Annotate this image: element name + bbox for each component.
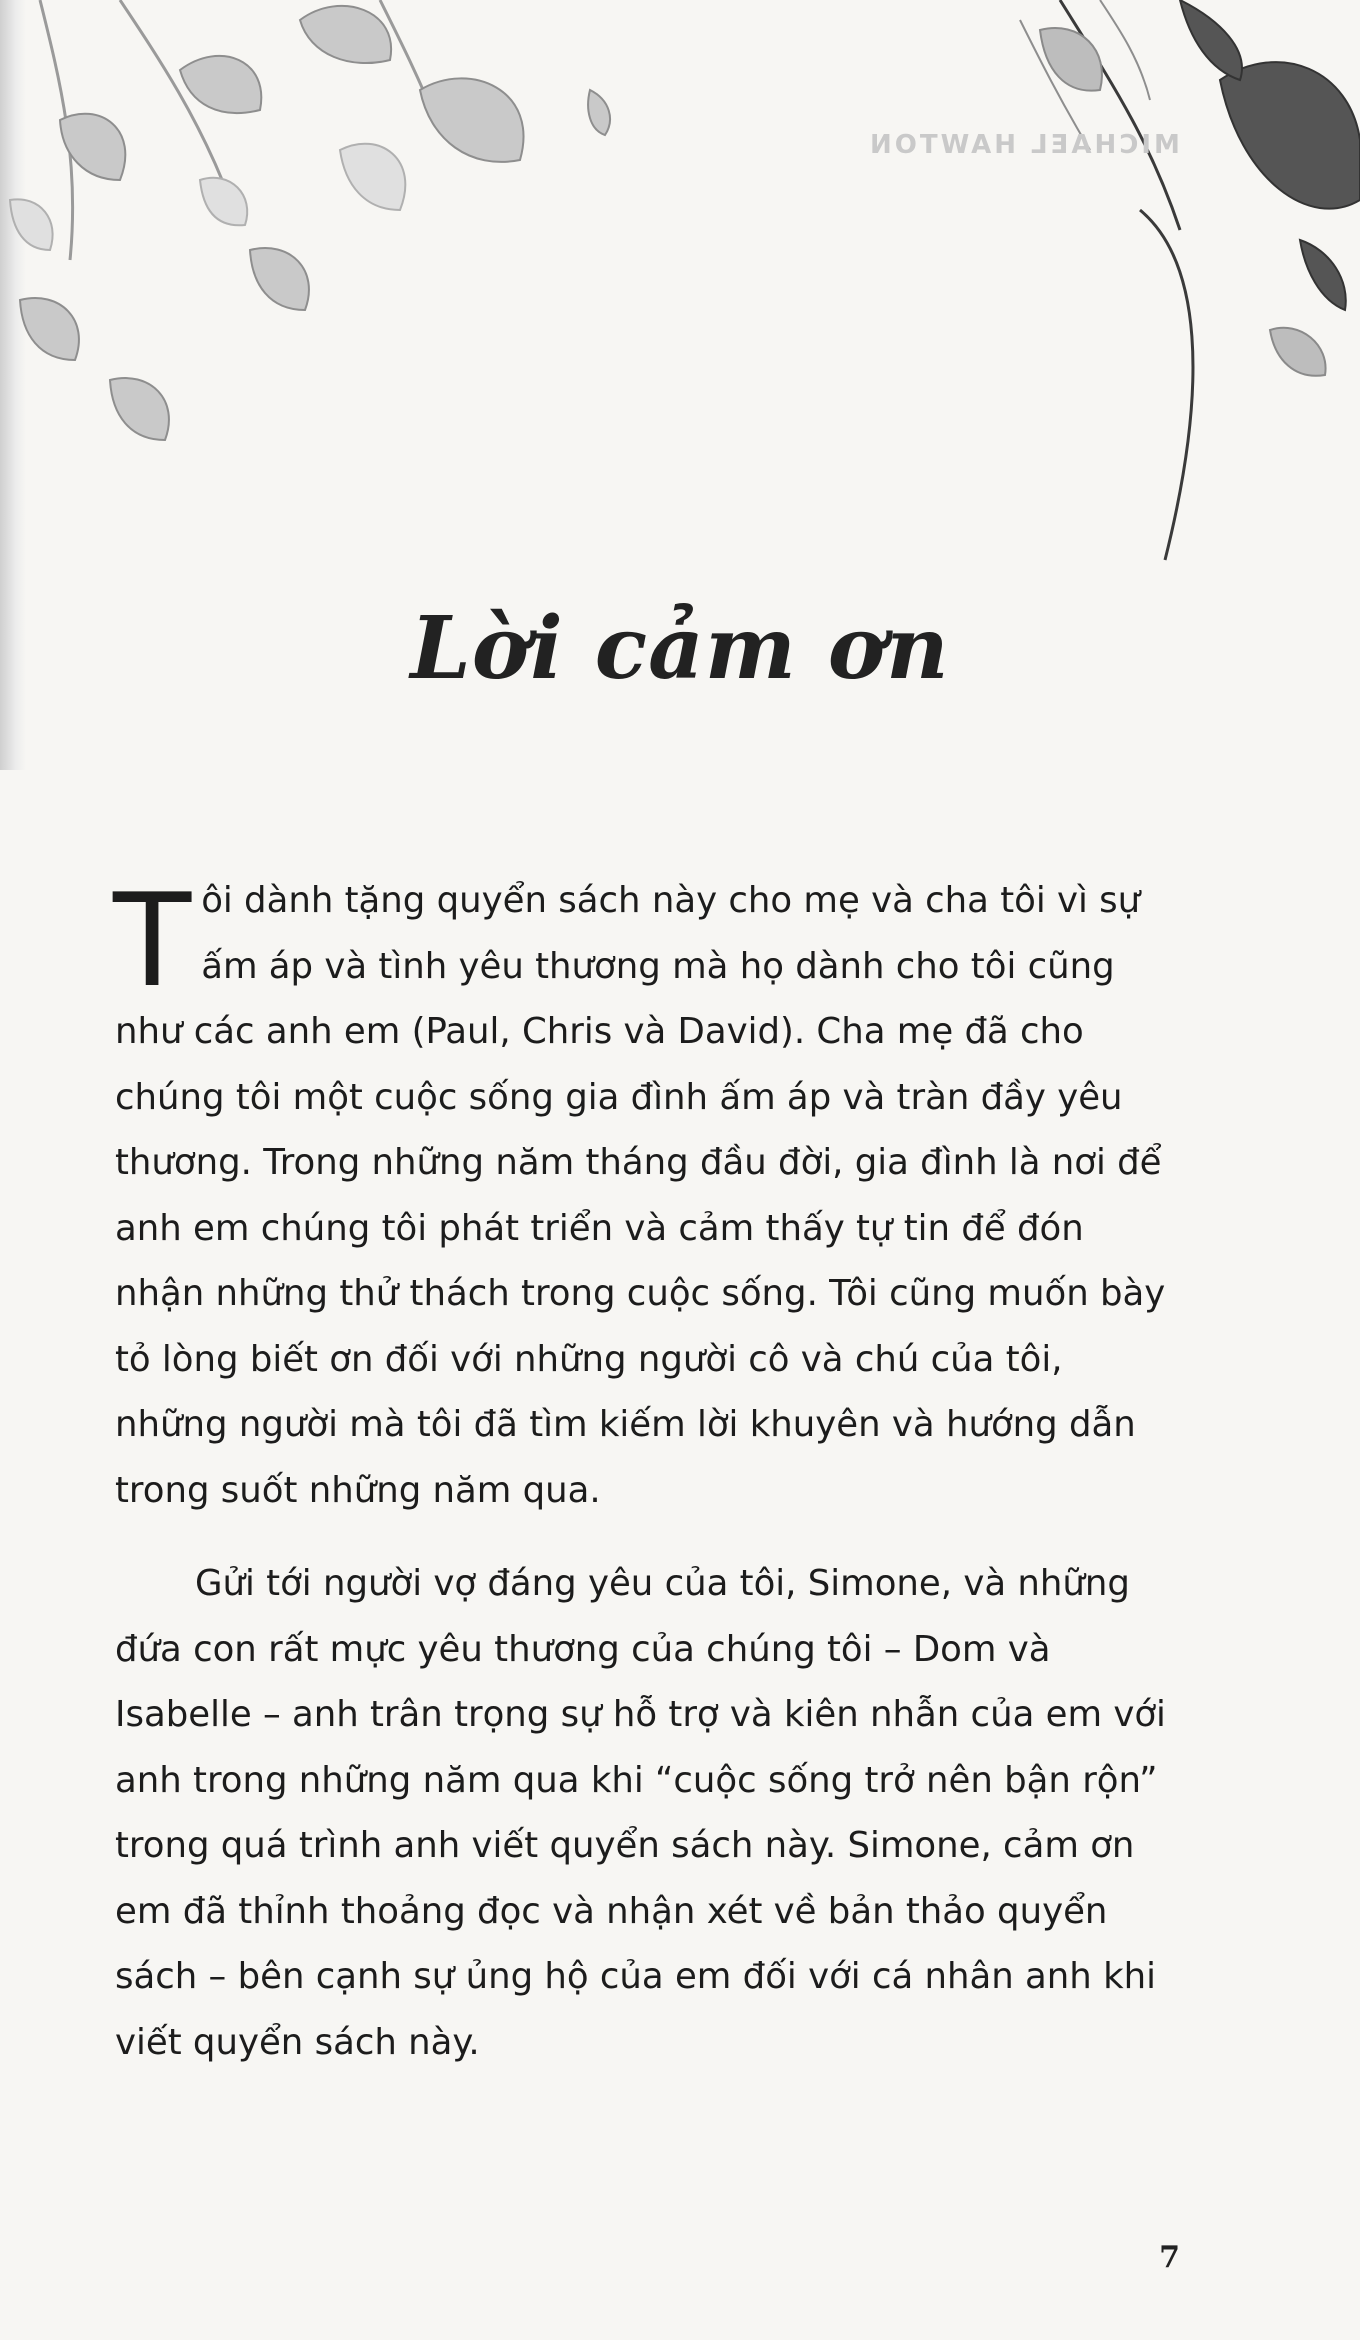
body-text <box>115 868 1173 2075</box>
paragraph-1-text: ôi dành tặng quyển sách này cho mẹ và cha tôi vì sự ấm áp và tình yêu thương mà họ dành cho tôi cũng như các anh em (Paul, Chris và David). Cha mẹ đã cho chúng tôi một cuộc sống gia đình ấm áp và tràn đầy yêu thương. Trong những năm tháng đầu đời, gia đình là nơi để anh em chúng tôi phát triển và cảm thấy tự tin để đón nhận những thử thách trong cuộc sống. Tôi cũng muốn bày tỏ lòng biết ơn đối với những người cô và chú của tôi, những người mà tôi đã tìm kiếm lời khuyên và hướng dẫn trong suốt những năm qua. <box>115 880 1166 1511</box>
paragraph-1 <box>115 868 1173 1523</box>
page-title: Lời cảm ơn <box>410 598 950 699</box>
page-number: 7 <box>1159 2240 1180 2275</box>
foliage-illustration-icon <box>0 0 1360 600</box>
bleed-through-header: MICHAEL HAWTON <box>867 130 1180 160</box>
paragraph-2: Gửi tới người vợ đáng yêu của tôi, Simone, và những đứa con rất mực yêu thương của chúng tôi – Dom và Isabelle – anh trân trọng sự hỗ trợ và kiên nhẫn của em với anh trong những năm qua khi “cuộc sống trở nên bận rộn” trong quá trình anh viết quyển sách này. Simone, cảm ơn em đã thỉnh thoảng đọc và nhận xét về bản thảo quyển sách – bên cạnh sự ủng hộ của em đối với cá nhân anh khi viết quyển sách này. <box>115 1563 1166 2063</box>
drop-cap: T <box>113 867 192 1016</box>
